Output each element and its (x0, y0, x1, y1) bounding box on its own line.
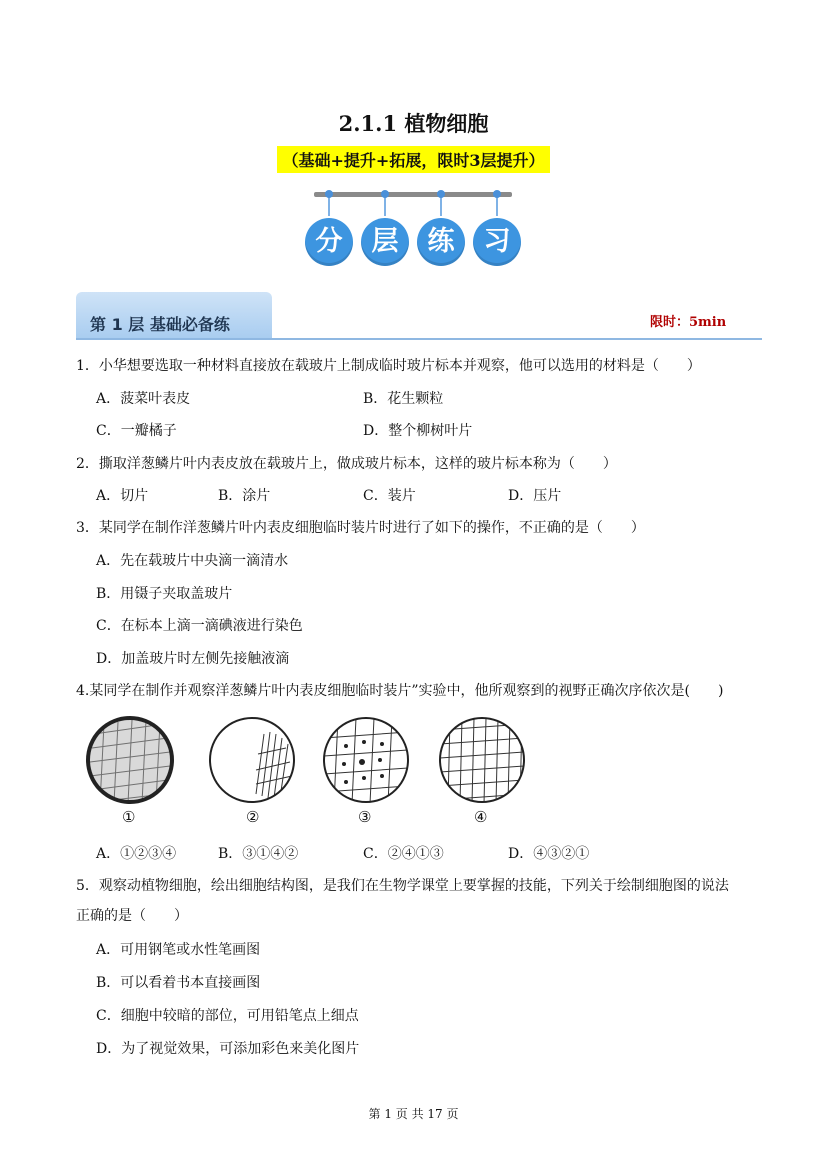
question-3-option-d: D．加盖玻片时左侧先接触液滴 (96, 651, 290, 667)
question-5-option-a: A．可用钢笔或水性笔画图 (96, 942, 261, 958)
banner-dot (493, 190, 501, 198)
question-1-option-b: B．花生颗粒 (363, 391, 444, 407)
question-3-option-a: A．先在载玻片中央滴一滴清水 (96, 553, 289, 569)
question-1-option-d: D．整个柳树叶片 (363, 423, 473, 439)
question-4-option-b: B．③①④② (218, 846, 299, 862)
question-2-option-c: C．装片 (363, 488, 416, 504)
question-5-option-c: C．细胞中较暗的部位，可用铅笔点上细点 (96, 1008, 359, 1024)
banner-dot (325, 190, 333, 198)
question-4-option-d: D．④③②① (508, 846, 590, 862)
banner-bubble-4: 习 (473, 218, 521, 266)
microscope-view-4 (436, 714, 528, 806)
question-3-option-c: C．在标本上滴一滴碘液进行染色 (96, 618, 303, 634)
page-footer: 第 1 页 共 17 页 (368, 1107, 459, 1121)
question-4-option-a: A．①②③④ (96, 846, 177, 862)
image-caption-2: ② (246, 808, 260, 826)
banner-bubble-3: 练 (417, 218, 465, 266)
microscope-view-1 (84, 714, 176, 806)
subtitle-wrap (0, 146, 827, 173)
image-caption-1: ① (122, 808, 136, 826)
question-5-stem-line2: 正确的是（ ） (76, 908, 188, 924)
banner-dot (381, 190, 389, 198)
microscope-view-3 (320, 714, 412, 806)
question-4-option-c: C．②④①③ (363, 846, 444, 862)
question-5-option-b: B．可以看着书本直接画图 (96, 975, 261, 991)
question-2-option-a: A．切片 (96, 488, 149, 504)
microscope-view-2 (206, 714, 298, 806)
question-1-stem: 1．小华想要选取一种材料直接放在载玻片上制成临时玻片标本并观察，他可以选用的材料是（ ） (76, 358, 701, 374)
image-caption-4: ④ (474, 808, 488, 826)
banner-dot (437, 190, 445, 198)
page-title: 2.1.1 植物细胞 (338, 111, 489, 136)
question-2-option-d: D．压片 (508, 488, 562, 504)
banner-bar (314, 192, 512, 197)
time-limit: 限时：5min (650, 315, 727, 330)
question-3-stem: 3．某同学在制作洋葱鳞片叶内表皮细胞临时装片时进行了如下的操作，不正确的是（ ） (76, 520, 645, 536)
question-3-option-b: B．用镊子夹取盖玻片 (96, 586, 233, 602)
question-5-option-d: D．为了视觉效果，可添加彩色来美化图片 (96, 1041, 360, 1057)
question-2-stem: 2．撕取洋葱鳞片叶内表皮放在载玻片上，做成玻片标本，这样的玻片标本称为（ ） (76, 456, 617, 472)
question-5-stem-line1: 5．观察动植物细胞，绘出细胞结构图，是我们在生物学课堂上要掌握的技能，下列关于绘制细胞图的说法 (76, 878, 729, 894)
subtitle-highlight: （基础+提升+拓展，限时3层提升） (277, 146, 551, 173)
section-divider (76, 338, 762, 340)
question-2-option-b: B．涂片 (218, 488, 271, 504)
section-label: 第 1 层 基础必备练 (90, 315, 230, 334)
question-4-stem: 4.某同学在制作并观察洋葱鳞片叶内表皮细胞临时装片”实验中，他所观察到的视野正确次序依次是( ) (76, 683, 724, 699)
banner-bubble-1: 分 (305, 218, 353, 266)
question-1-option-a: A．菠菜叶表皮 (96, 391, 191, 407)
banner-bubble-2: 层 (361, 218, 409, 266)
image-caption-3: ③ (358, 808, 372, 826)
question-1-option-c: C．一瓣橘子 (96, 423, 177, 439)
